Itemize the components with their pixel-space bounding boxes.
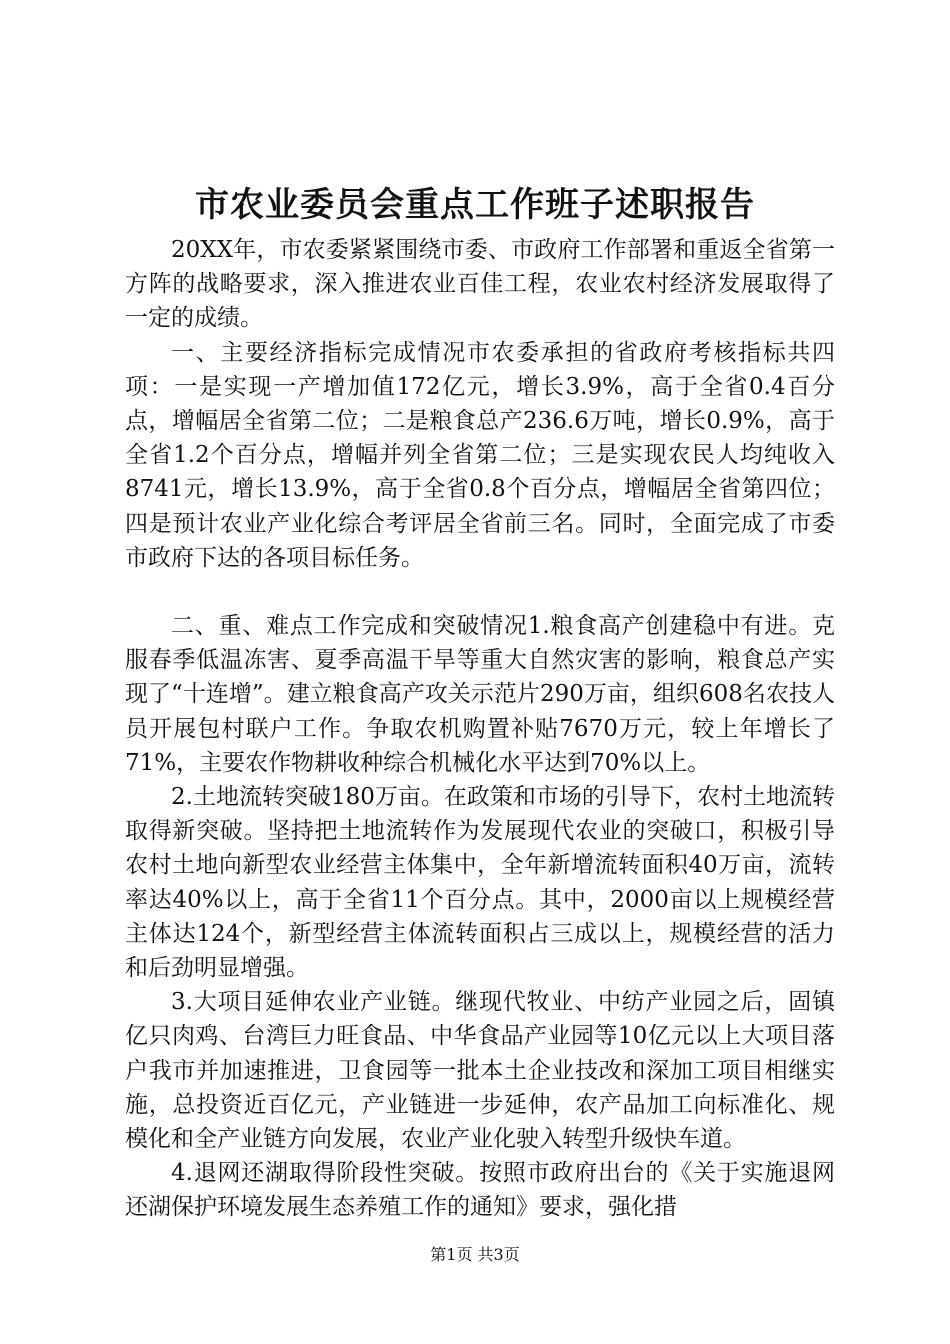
paragraph-item-4: 4.退网还湖取得阶段性突破。按照市政府出台的《关于实施退网还湖保护环境发展生态养殖工作的通知》要求，强化措 — [125, 1160, 835, 1221]
paragraph-item-2: 2.土地流转突破180万亩。在政策和市场的引导下，农村土地流转取得新突破。坚持把土地流转作为发展现代农业的突破口，积极引导农村土地向新型农业经营主体集中，全年新增流转面积40万亩，流转率达40%以上，高于全省11个百分点。其中，2000亩以上规模经营主体达124个，新型经营主体流转面积占三成以上，规模经营的活力和后劲明显增强。 — [125, 784, 835, 982]
paragraph-section-2-item-1: 二、重、难点工作完成和突破情况1.粮食高产创建稳中有进。克服春季低温冻害、夏季高温干旱等重大自然灾害的影响，粮食总产实现了“十连增”。建立粮食高产攻关示范片290万亩，组织608名农技人员开展包村联户工作。争取农机购置补贴7670万元，较上年增长了71%，主要农作物耕收种综合机械化水平达到70%以上。 — [125, 613, 835, 776]
paragraph-intro: 20XX年，市农委紧紧围绕市委、市政府工作部署和重返全省第一方阵的战略要求，深入推进农业百佳工程，农业农村经济发展取得了一定的成绩。 — [125, 237, 835, 332]
document-body — [125, 233, 835, 1225]
document-title: 市农业委员会重点工作班子述职报告 — [195, 185, 755, 225]
page-footer: 第1页 共3页 — [430, 1245, 520, 1264]
paragraph-section-1: 一、主要经济指标完成情况市农委承担的省政府考核指标共四项：一是实现一产增加值172亿元，增长3.9%，高于全省0.4百分点，增幅居全省第二位；二是粮食总产236.6万吨，增长0.9%，高于全省1.2个百分点，增幅并列全省第二位；三是实现农民人均纯收入8741元，增长13.9%，高于全省0.8个百分点，增幅居全省第四位；四是预计农业产业化综合考评居全省前三名。同时，全面完成了市委市政府下达的各项目标任务。 — [125, 339, 835, 571]
paragraph-item-3: 3.大项目延伸农业产业链。继现代牧业、中纺产业园之后，固镇亿只肉鸡、台湾巨力旺食品、中华食品产业园等10亿元以上大项目落户我市并加速推进，卫食园等一批本土企业技改和深加工项目相继实施，总投资近百亿元，产业链进一步延伸，农产品加工向标准化、规模化和全产业链方向发展，农业产业化驶入转型升级快车道。 — [125, 989, 835, 1153]
